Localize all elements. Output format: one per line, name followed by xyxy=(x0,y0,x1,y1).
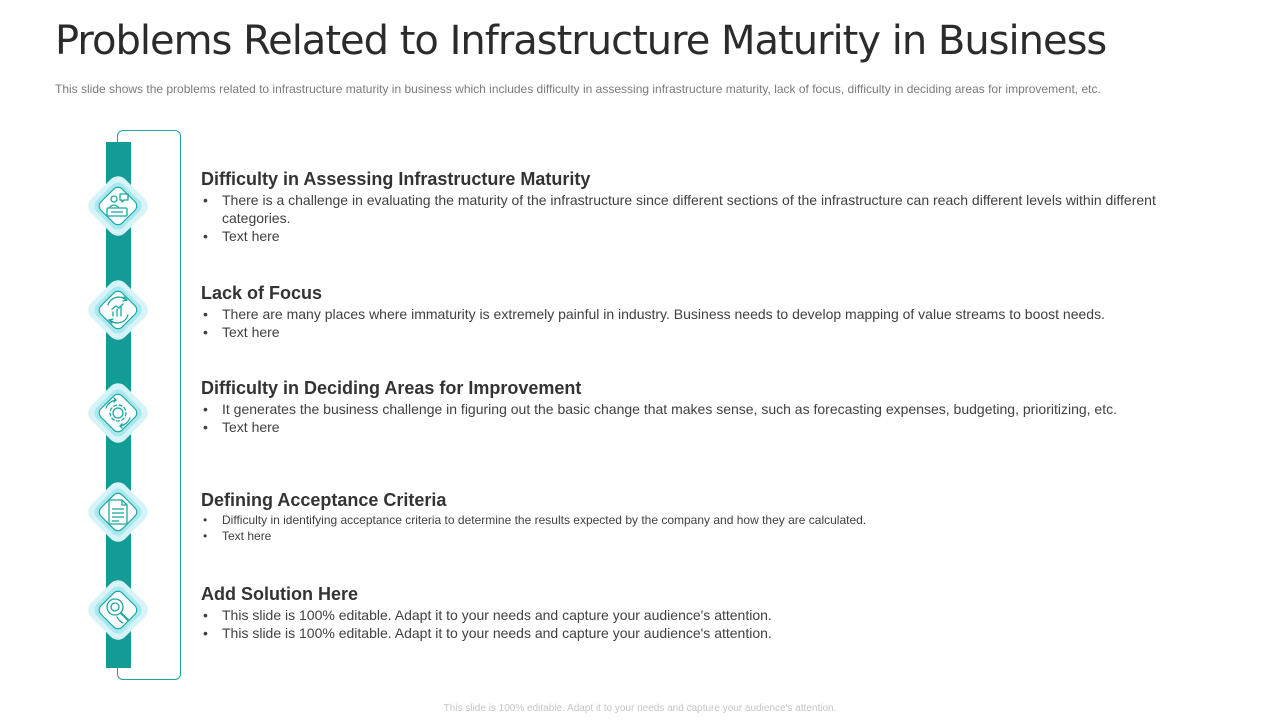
bullet-list xyxy=(201,512,1211,544)
slide-title: Problems Related to Infrastructure Maturity in Business xyxy=(55,18,1107,64)
bullet-text: • This slide is 100% editable. Adapt it to your needs and capture your audience's attention. xyxy=(201,624,1211,642)
bullet-text: • Text here xyxy=(201,227,1211,245)
growth-cycle-icon xyxy=(73,265,163,355)
search-solution-icon xyxy=(73,565,163,655)
item-title: Add Solution Here xyxy=(201,584,358,604)
bullet-list xyxy=(201,606,1211,642)
bullet-text: • Text here xyxy=(201,323,1211,341)
presenter-icon xyxy=(73,161,163,251)
problem-item-solution xyxy=(201,583,1211,642)
problem-item-acceptance xyxy=(201,489,1211,544)
bullet-text: • There are many places where immaturity is extremely painful in industry. Business needs to develop mapping of value streams to boost needs. xyxy=(201,305,1211,323)
slide-subtitle: This slide shows the problems related to infrastructure maturity in business which includes difficulty in assessing infrastructure maturity, lack of focus, difficulty in deciding areas for improvement, etc. xyxy=(55,82,1101,96)
item-title: Defining Acceptance Criteria xyxy=(201,490,447,510)
bullet-text: • Difficulty in identifying acceptance criteria to determine the results expected by the company and how they are calculated. xyxy=(201,512,1211,528)
document-icon xyxy=(73,467,163,557)
bullet-list xyxy=(201,191,1211,245)
bullet-text: • Text here xyxy=(201,418,1211,436)
slide-footer: This slide is 100% editable. Adapt it to your needs and capture your audience's attention. xyxy=(443,703,837,714)
item-title: Difficulty in Assessing Infrastructure Maturity xyxy=(201,169,591,189)
bullet-list xyxy=(201,400,1211,436)
item-title: Difficulty in Deciding Areas for Improvement xyxy=(201,378,582,398)
bullet-list xyxy=(201,305,1211,341)
bullet-text: • This slide is 100% editable. Adapt it to your needs and capture your audience's attention. xyxy=(201,606,1211,624)
bullet-text: • Text here xyxy=(201,528,1211,544)
problem-item-improvement xyxy=(201,377,1211,436)
gear-cycle-icon xyxy=(73,368,163,458)
problem-item-focus xyxy=(201,282,1211,341)
item-title: Lack of Focus xyxy=(201,283,323,303)
bullet-text: • There is a challenge in evaluating the maturity of the infrastructure since different sections of the infrastructure can reach different levels within different categories. xyxy=(201,191,1211,227)
bullet-text: • It generates the business challenge in figuring out the basic change that makes sense, such as forecasting expenses, budgeting, prioritizing, etc. xyxy=(201,400,1211,418)
problem-item-assessing xyxy=(201,168,1211,245)
